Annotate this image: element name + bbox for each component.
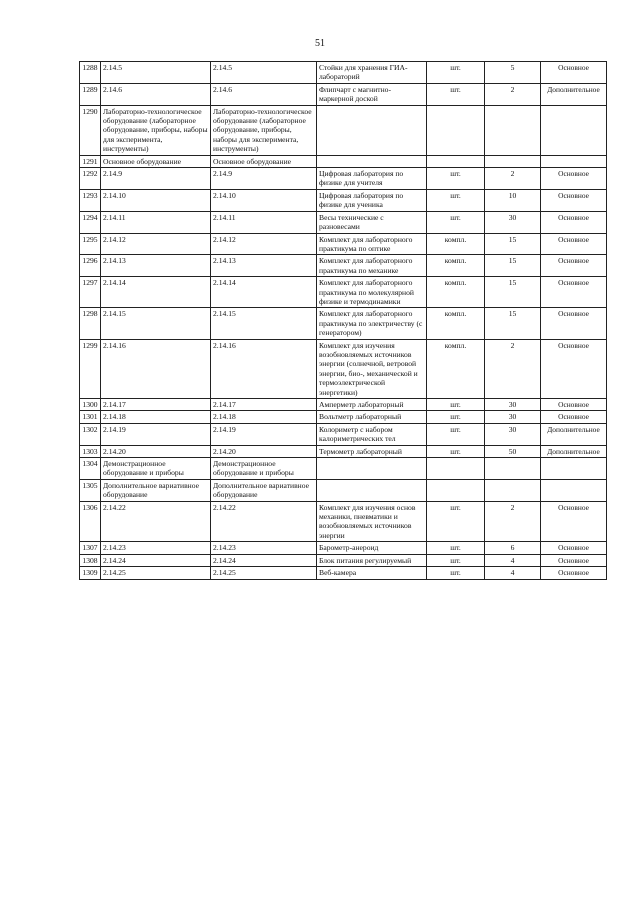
type-cell: Основное xyxy=(541,255,607,277)
table-row xyxy=(80,501,607,542)
type-cell: Основное xyxy=(541,501,607,542)
table-row xyxy=(80,458,607,480)
quantity-cell: 2 xyxy=(485,501,541,542)
equipment-table xyxy=(79,61,607,580)
code-a-cell: 2.14.19 xyxy=(101,423,211,445)
table-row xyxy=(80,255,607,277)
unit-cell xyxy=(427,105,485,155)
item-name-cell: Флипчарт с магнитно-маркерной доской xyxy=(317,83,427,105)
type-cell: Основное xyxy=(541,554,607,566)
item-name-cell: Цифровая лаборатория по физике для ученика xyxy=(317,189,427,211)
unit-cell: компл. xyxy=(427,255,485,277)
type-cell: Основное xyxy=(541,339,607,398)
table-row xyxy=(80,567,607,579)
type-cell xyxy=(541,155,607,167)
code-a-cell: 2.14.24 xyxy=(101,554,211,566)
unit-cell xyxy=(427,458,485,480)
code-b-cell: 2.14.24 xyxy=(211,554,317,566)
code-b-cell: Дополнительное вариативное оборудование xyxy=(211,479,317,501)
item-name-cell xyxy=(317,105,427,155)
quantity-cell: 15 xyxy=(485,277,541,308)
row-number: 1290 xyxy=(80,105,101,155)
code-b-cell: 2.14.11 xyxy=(211,211,317,233)
quantity-cell: 50 xyxy=(485,445,541,457)
quantity-cell: 30 xyxy=(485,423,541,445)
type-cell: Основное xyxy=(541,411,607,423)
code-b-cell: 2.14.6 xyxy=(211,83,317,105)
quantity-cell: 2 xyxy=(485,168,541,190)
row-number: 1307 xyxy=(80,542,101,554)
unit-cell: шт. xyxy=(427,211,485,233)
quantity-cell xyxy=(485,105,541,155)
code-a-cell: 2.14.9 xyxy=(101,168,211,190)
type-cell: Дополнительное xyxy=(541,423,607,445)
table-row xyxy=(80,105,607,155)
table-row xyxy=(80,277,607,308)
unit-cell: шт. xyxy=(427,445,485,457)
row-number: 1296 xyxy=(80,255,101,277)
quantity-cell: 10 xyxy=(485,189,541,211)
table-row xyxy=(80,339,607,398)
item-name-cell: Цифровая лаборатория по физике для учителя xyxy=(317,168,427,190)
unit-cell: шт. xyxy=(427,423,485,445)
table-row xyxy=(80,233,607,255)
table-row xyxy=(80,155,607,167)
quantity-cell: 15 xyxy=(485,255,541,277)
code-b-cell: Лабораторно-технологическое оборудование (лабораторное оборудование, приборы, наборы для эксперимента, инструменты) xyxy=(211,105,317,155)
row-number: 1309 xyxy=(80,567,101,579)
item-name-cell: Термометр лабораторный xyxy=(317,445,427,457)
item-name-cell: Стойки для хранения ГИА-лабораторий xyxy=(317,62,427,84)
row-number: 1294 xyxy=(80,211,101,233)
item-name-cell: Комплект для лабораторного практикума по молекулярной физике и термодинамики xyxy=(317,277,427,308)
quantity-cell: 4 xyxy=(485,567,541,579)
row-number: 1299 xyxy=(80,339,101,398)
code-b-cell: 2.14.20 xyxy=(211,445,317,457)
quantity-cell xyxy=(485,155,541,167)
unit-cell: шт. xyxy=(427,189,485,211)
item-name-cell: Комплект для лабораторного практикума по механике xyxy=(317,255,427,277)
row-number: 1291 xyxy=(80,155,101,167)
table-row xyxy=(80,554,607,566)
code-a-cell: 2.14.14 xyxy=(101,277,211,308)
row-number: 1288 xyxy=(80,62,101,84)
unit-cell: шт. xyxy=(427,83,485,105)
table-row xyxy=(80,308,607,339)
table-row xyxy=(80,445,607,457)
quantity-cell: 4 xyxy=(485,554,541,566)
row-number: 1292 xyxy=(80,168,101,190)
code-b-cell: 2.14.13 xyxy=(211,255,317,277)
unit-cell: компл. xyxy=(427,308,485,339)
item-name-cell xyxy=(317,458,427,480)
code-b-cell: 2.14.22 xyxy=(211,501,317,542)
table-row xyxy=(80,542,607,554)
code-b-cell: 2.14.12 xyxy=(211,233,317,255)
unit-cell xyxy=(427,479,485,501)
quantity-cell: 6 xyxy=(485,542,541,554)
code-a-cell: 2.14.17 xyxy=(101,399,211,411)
unit-cell: шт. xyxy=(427,168,485,190)
type-cell: Основное xyxy=(541,189,607,211)
unit-cell xyxy=(427,155,485,167)
unit-cell: шт. xyxy=(427,567,485,579)
type-cell: Основное xyxy=(541,277,607,308)
table-row xyxy=(80,83,607,105)
row-number: 1303 xyxy=(80,445,101,457)
code-b-cell: 2.14.17 xyxy=(211,399,317,411)
row-number: 1289 xyxy=(80,83,101,105)
quantity-cell xyxy=(485,479,541,501)
item-name-cell: Барометр-анероид xyxy=(317,542,427,554)
row-number: 1304 xyxy=(80,458,101,480)
code-b-cell: 2.14.5 xyxy=(211,62,317,84)
code-a-cell: Демонстрационное оборудование и приборы xyxy=(101,458,211,480)
code-a-cell: Дополнительное вариативное оборудование xyxy=(101,479,211,501)
type-cell xyxy=(541,479,607,501)
table-row xyxy=(80,189,607,211)
code-a-cell: 2.14.12 xyxy=(101,233,211,255)
code-a-cell: Основное оборудование xyxy=(101,155,211,167)
item-name-cell: Веб-камера xyxy=(317,567,427,579)
table-row xyxy=(80,168,607,190)
quantity-cell: 30 xyxy=(485,399,541,411)
code-a-cell: 2.14.13 xyxy=(101,255,211,277)
row-number: 1302 xyxy=(80,423,101,445)
item-name-cell: Комплект для изучения возобновляемых источников энергии (солнечной, ветровой энергии, био-, механической и термоэлектрической энергетики) xyxy=(317,339,427,398)
quantity-cell: 15 xyxy=(485,233,541,255)
item-name-cell: Блок питания регулируемый xyxy=(317,554,427,566)
quantity-cell: 30 xyxy=(485,211,541,233)
type-cell: Основное xyxy=(541,399,607,411)
quantity-cell xyxy=(485,458,541,480)
code-b-cell: 2.14.23 xyxy=(211,542,317,554)
unit-cell: шт. xyxy=(427,411,485,423)
type-cell: Основное xyxy=(541,233,607,255)
item-name-cell: Комплект для изучения основ механики, пневматики и возобновляемых источников энергии xyxy=(317,501,427,542)
table-row xyxy=(80,399,607,411)
code-a-cell: 2.14.18 xyxy=(101,411,211,423)
item-name-cell: Комплект для лабораторного практикума по оптике xyxy=(317,233,427,255)
unit-cell: шт. xyxy=(427,62,485,84)
quantity-cell: 2 xyxy=(485,83,541,105)
code-b-cell: Основное оборудование xyxy=(211,155,317,167)
code-a-cell: 2.14.10 xyxy=(101,189,211,211)
type-cell: Дополнительное xyxy=(541,445,607,457)
code-a-cell: 2.14.5 xyxy=(101,62,211,84)
row-number: 1301 xyxy=(80,411,101,423)
type-cell: Дополнительное xyxy=(541,83,607,105)
unit-cell: компл. xyxy=(427,277,485,308)
code-a-cell: 2.14.15 xyxy=(101,308,211,339)
item-name-cell: Вольтметр лабораторный xyxy=(317,411,427,423)
row-number: 1300 xyxy=(80,399,101,411)
table-row xyxy=(80,411,607,423)
item-name-cell: Амперметр лабораторный xyxy=(317,399,427,411)
type-cell: Основное xyxy=(541,567,607,579)
type-cell: Основное xyxy=(541,62,607,84)
type-cell: Основное xyxy=(541,168,607,190)
row-number: 1293 xyxy=(80,189,101,211)
unit-cell: компл. xyxy=(427,339,485,398)
code-a-cell: 2.14.22 xyxy=(101,501,211,542)
code-a-cell: 2.14.11 xyxy=(101,211,211,233)
row-number: 1298 xyxy=(80,308,101,339)
unit-cell: шт. xyxy=(427,399,485,411)
unit-cell: шт. xyxy=(427,501,485,542)
code-a-cell: 2.14.6 xyxy=(101,83,211,105)
item-name-cell: Колориметр с набором калориметрических тел xyxy=(317,423,427,445)
code-b-cell: Демонстрационное оборудование и приборы xyxy=(211,458,317,480)
row-number: 1297 xyxy=(80,277,101,308)
item-name-cell: Весы технические с разновесами xyxy=(317,211,427,233)
code-b-cell: 2.14.10 xyxy=(211,189,317,211)
code-b-cell: 2.14.25 xyxy=(211,567,317,579)
table-body xyxy=(80,62,607,580)
row-number: 1295 xyxy=(80,233,101,255)
item-name-cell: Комплект для лабораторного практикума по электричеству (с генератором) xyxy=(317,308,427,339)
table-row xyxy=(80,423,607,445)
row-number: 1306 xyxy=(80,501,101,542)
unit-cell: компл. xyxy=(427,233,485,255)
type-cell xyxy=(541,458,607,480)
page-number: 51 xyxy=(315,38,325,49)
code-a-cell: 2.14.16 xyxy=(101,339,211,398)
table-row xyxy=(80,211,607,233)
type-cell: Основное xyxy=(541,308,607,339)
code-b-cell: 2.14.16 xyxy=(211,339,317,398)
item-name-cell xyxy=(317,479,427,501)
code-a-cell: 2.14.25 xyxy=(101,567,211,579)
table-row xyxy=(80,479,607,501)
unit-cell: шт. xyxy=(427,554,485,566)
row-number: 1308 xyxy=(80,554,101,566)
item-name-cell xyxy=(317,155,427,167)
code-a-cell: 2.14.20 xyxy=(101,445,211,457)
code-b-cell: 2.14.14 xyxy=(211,277,317,308)
code-b-cell: 2.14.9 xyxy=(211,168,317,190)
type-cell xyxy=(541,105,607,155)
code-b-cell: 2.14.18 xyxy=(211,411,317,423)
code-a-cell: Лабораторно-технологическое оборудование (лабораторное оборудование, приборы, наборы для эксперимента, инструменты) xyxy=(101,105,211,155)
type-cell: Основное xyxy=(541,211,607,233)
quantity-cell: 15 xyxy=(485,308,541,339)
row-number: 1305 xyxy=(80,479,101,501)
type-cell: Основное xyxy=(541,542,607,554)
code-a-cell: 2.14.23 xyxy=(101,542,211,554)
quantity-cell: 30 xyxy=(485,411,541,423)
quantity-cell: 5 xyxy=(485,62,541,84)
quantity-cell: 2 xyxy=(485,339,541,398)
unit-cell: шт. xyxy=(427,542,485,554)
code-b-cell: 2.14.15 xyxy=(211,308,317,339)
table-row xyxy=(80,62,607,84)
code-b-cell: 2.14.19 xyxy=(211,423,317,445)
